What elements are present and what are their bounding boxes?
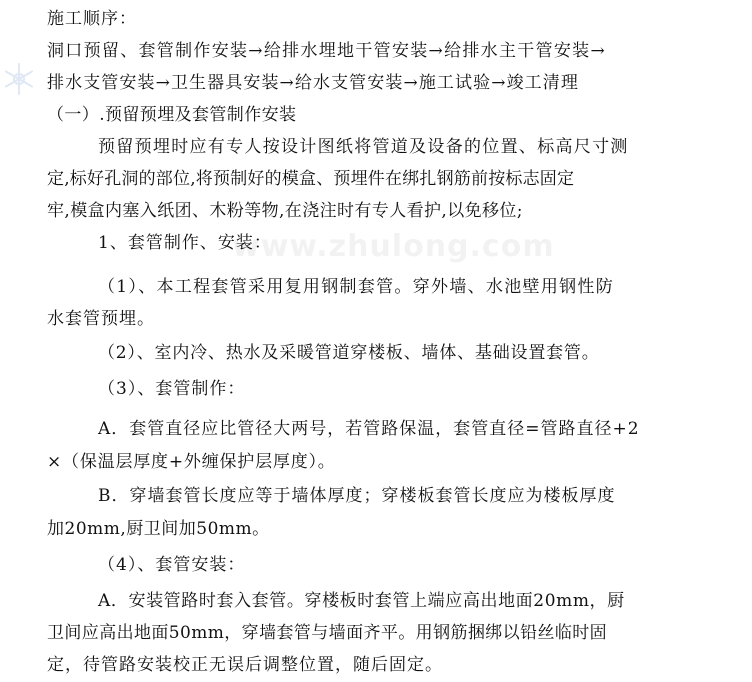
text-line: （4）、套管安装：	[98, 555, 246, 575]
text-line: A．套管直径应比管径大两号，若管路保温，套管直径=管路直径+2	[98, 419, 640, 439]
text-line: 洞口预留、套管制作安装→给排水埋地干管安装→给排水主干管安装→	[47, 41, 607, 61]
snowflake-icon	[2, 62, 36, 96]
text-line: （一）.预留预埋及套管制作安装	[47, 105, 297, 125]
text-line: 施工顺序：	[47, 9, 137, 29]
text-line: 排水支管安装→卫生器具安装→给水支管安装→施工试验→竣工清理	[47, 73, 579, 93]
text-line: ×（保温层厚度+外缠保护层厚度）。	[47, 452, 336, 472]
text-line: 定,标好孔洞的部位,将预制好的模盒、预埋件在绑扎钢筋前按标志固定	[47, 169, 575, 189]
text-line: 牢,模盒内塞入纸团、木粉等物,在浇注时有专人看护,以免移位;	[47, 201, 523, 221]
text-line: （2）、室内冷、热水及采暖管道穿楼板、墙体、基础设置套管。	[98, 343, 600, 363]
text-line: 1、套管制作、安装：	[98, 233, 272, 253]
text-line: 加20mm,厨卫间加50mm。	[47, 519, 270, 539]
watermark: www.zhulong.com	[232, 229, 555, 264]
text-line: 定，待管路安装校正无误后调整位置，随后固定。	[47, 655, 443, 675]
text-line: 水套管预埋。	[47, 309, 155, 329]
text-line: 预留预埋时应有专人按设计图纸将管道及设备的位置、标高尺寸测	[98, 137, 629, 157]
text-line: （3）、套管制作：	[98, 379, 246, 399]
text-line: B．穿墙套管长度应等于墙体厚度；穿楼板套管长度应为楼板厚度	[98, 486, 616, 506]
text-line: 卫间应高出地面50mm，穿墙套管与墙面齐平。用钢筋捆绑以铅丝临时固	[47, 623, 608, 643]
text-line: A．安装管路时套入套管。穿楼板时套管上端应高出地面20mm，厨	[98, 591, 625, 611]
text-line: （1）、本工程套管采用复用钢制套管。穿外墙、水池壁用钢性防	[98, 277, 615, 297]
